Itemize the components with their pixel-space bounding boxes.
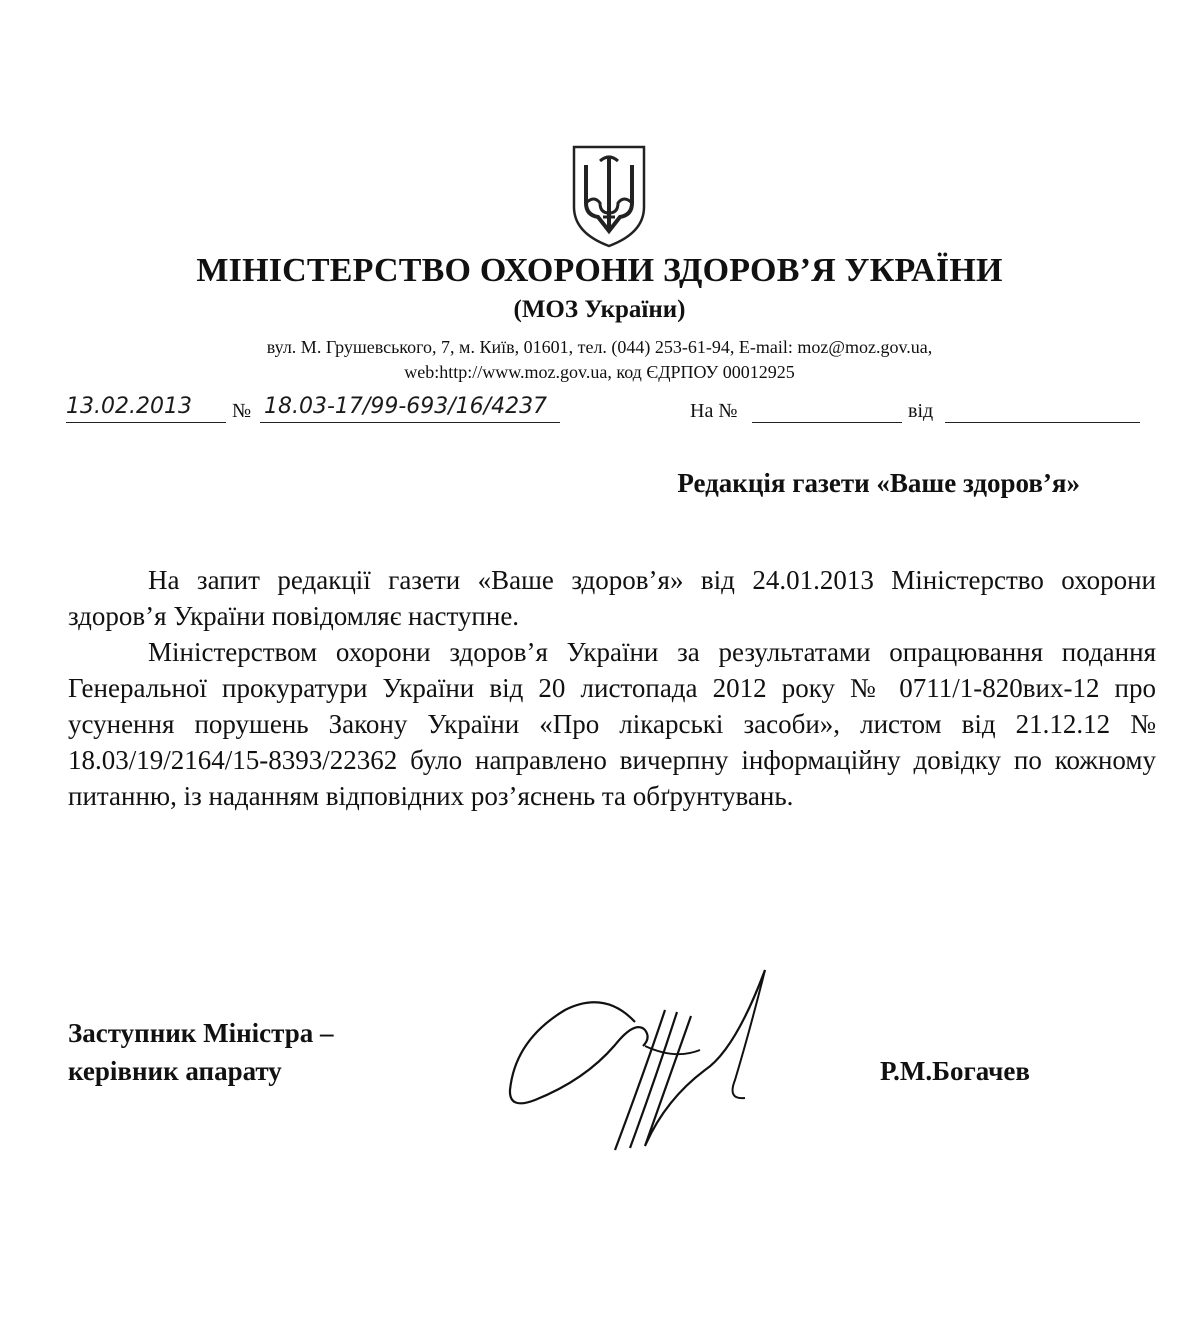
registration-line — [0, 392, 1199, 432]
letter-body — [68, 562, 1156, 814]
signatory-name: Р.М.Богачев — [880, 1056, 1030, 1086]
organization-short-name: (МОЗ України) — [513, 296, 686, 323]
handwritten-signature — [495, 950, 795, 1160]
outgoing-number: 18.03-17/99-693/16/4237 — [264, 394, 548, 419]
from-label: від — [908, 400, 934, 422]
reply-to-label: На № — [690, 400, 738, 422]
signatory-title-line-2: керівник апарату — [68, 1056, 282, 1086]
signatory-title-line-1: Заступник Міністра – — [68, 1018, 334, 1048]
addressee: Редакція газети «Ваше здоров’я» — [677, 468, 1080, 498]
body-paragraph: Міністерством охорони здоров’я України за результатами опрацювання подання Генеральної прокуратури України від 20 листопада 2012 року № 0711/1-820вих-12 про усунення порушень Закону України «Про лікарські засоби», листом від 21.12.12 № 18.03/19/2164/15-8393/22362 було направлено вичерпну інформаційну довідку по кожному питанню, із наданням відповідних роз’яснень та обґрунтувань. — [68, 637, 1156, 811]
number-label: № — [232, 400, 252, 422]
address-line-1: вул. М. Грушевського, 7, м. Київ, 01601, тел. (044) 253-61-94, E-mail: moz@moz.gov.ua, — [266, 337, 933, 357]
organization-name: МІНІСТЕРСТВО ОХОРОНИ ЗДОРОВ’Я УКРАЇНИ — [196, 252, 1003, 289]
trident-coat-of-arms-icon — [570, 143, 648, 249]
address-line-2: web:http://www.moz.gov.ua, код ЄДРПОУ 00012925 — [404, 362, 795, 382]
outgoing-date: 13.02.2013 — [66, 394, 192, 419]
body-paragraph: На запит редакції газети «Ваше здоров’я» від 24.01.2013 Міністерство охорони здоров’я України повідомляє наступне. — [68, 565, 1156, 631]
